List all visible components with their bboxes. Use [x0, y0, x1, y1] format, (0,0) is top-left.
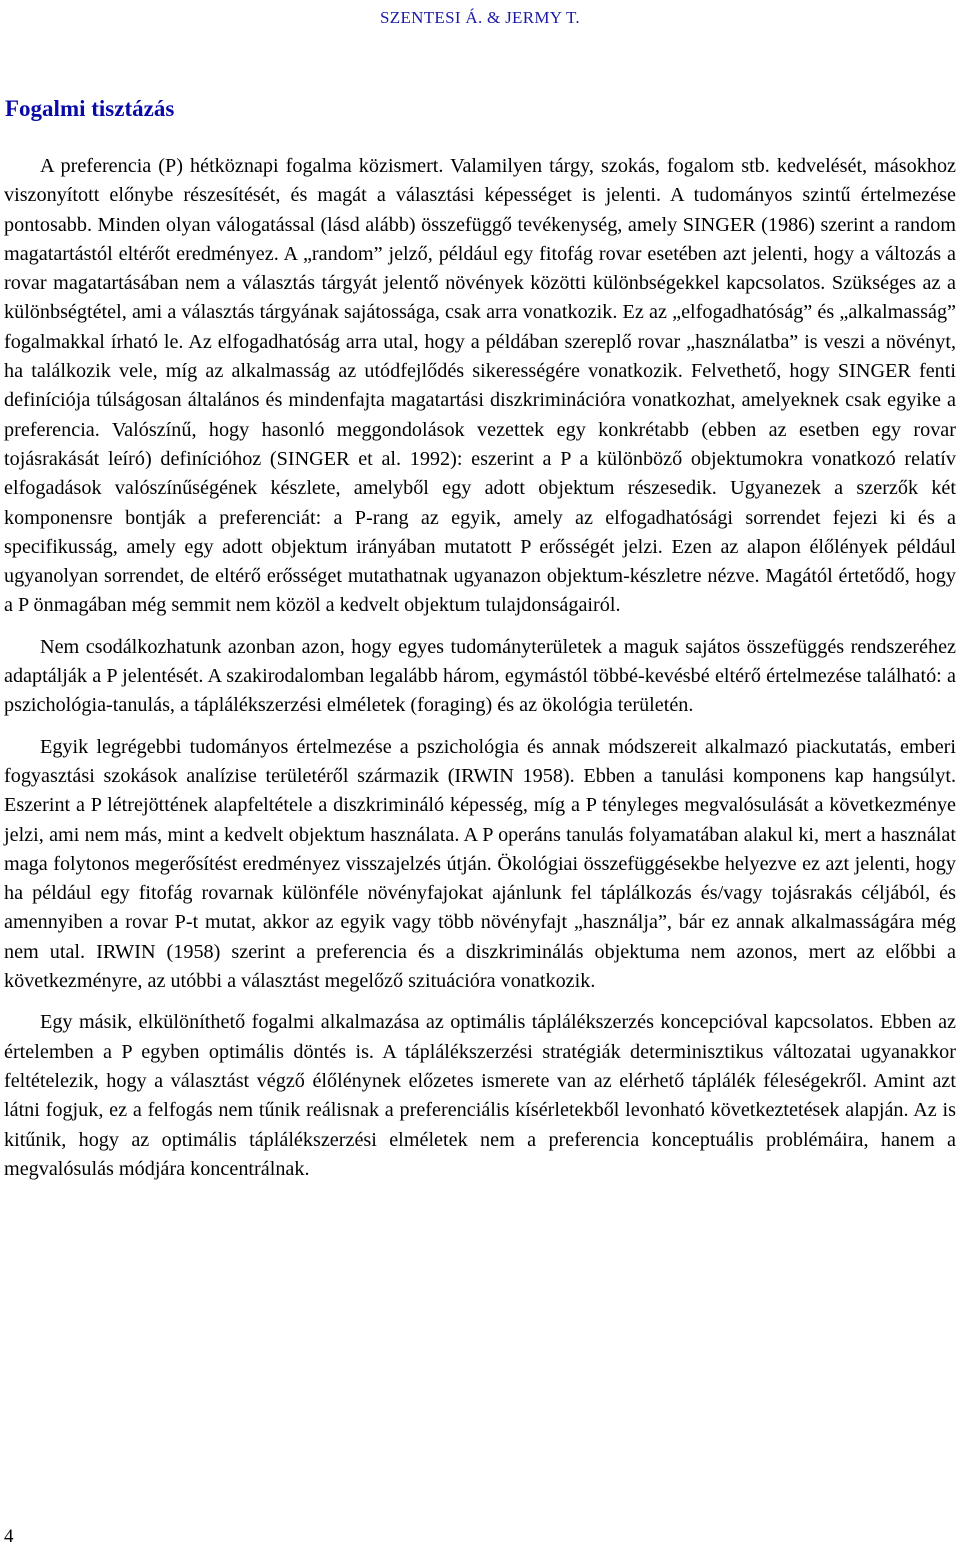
- paragraph: Egyik legrégebbi tudományos értelmezése a pszichológia és annak módszereit alkalmazó piackutatás, emberi fogyasztási szokások analízise területéről származik (IRWIN 1958). Ebben a tanulási komponens kap hangsúlyt. Eszerint a P létrejöttének alapfeltétele a diszkrimináló képesség, míg a P tényleges megvalósulását a következménye jelzi, ami nem más, mint a kedvelt objektum használata. A P operáns tanulás folyamatában alakul ki, mert a használat maga folytonos megerősítést eredményez visszajelzés útján. Ökológiai összefüggésekbe helyezve ez azt jelenti, hogy ha például egy fitofág rovarnak különféle növényfajokat ajánlunk fel táplálkozás és/vagy tojásrakás céljából, és amennyiben a rovar P-t mutat, akkor az egyik vagy több növényfajt „használja”, bár ez annak alkalmasságára még nem utal. IRWIN (1958) szerint a preferencia és a diszkriminálás objektuma nem azonos, mert az előbbi a következményre, az utóbbi a választást megelőző szituációra vonatkozik.: [4, 735, 956, 993]
- paragraph: A preferencia (P) hétköznapi fogalma közismert. Valamilyen tárgy, szokás, fogalom stb. kedvelését, másokhoz viszonyított előnybe részesítését, és magát a választási képességet is jelenti. A tudományos szintű értelmezése pontosabb. Minden olyan válogatással (lásd alább) összefüggő tevékenység, amely SINGER (1986) szerint a random magatartástól eltérőt eredményez. A „random” jelző, például egy fitofág rovar esetében azt jelenti, hogy a változás a rovar magatartásában nem a választás tárgyát jelentő növények közötti különbségekkel kapcsolatos. Szükséges az a különbségtétel, ami a választás tárgyának sajátossága, csak arra vonatkozik. Ez az „elfogadhatóság” és „alkalmasság” fogalmakkal írható le. Az elfogadhatóság arra utal, hogy a példában szereplő rovar „használatba” is veszi a növényt, ha találkozik vele, míg az alkalmasság az utódfejlődés sikerességére vonatkozik. Felvethető, hogy SINGER fenti definíciója túlságosan általános és mindenfajta magatartási diszkriminációra vonatkozhat, amelyeknek csak egyike a preferencia. Valószínű, hogy hasonló meggondolások vezettek egy konkrétabb (ebben az esetben egy rovar tojásrakását leíró) definícióhoz (SINGER et al. 1992): eszerint a P a különböző objektumokra vonatkozó relatív elfogadások valószínűségének készlete, amelyből egy adott objektum részesedik. Ugyanezek a szerzők két komponensre bontják a preferenciát: a P-rang az egyik, amely az elfogadhatósági sorrendet fejezi ki és a specifikusság, amely egy adott objektum irányában mutatott P erősségét jelzi. Ezen az alapon élőlények például ugyanolyan sorrendet, de eltérő erősséget mutathatnak ugyanazon objektum-készletre nézve. Magától értetődő, hogy a P önmagában még semmit nem közöl a kedvelt objektum tulajdonságairól.: [4, 155, 956, 617]
- running-head: SZENTESI Á. & JERMY T.: [380, 8, 580, 27]
- section-title: Fogalmi tisztázás: [5, 96, 175, 121]
- paragraph: Egy másik, elkülöníthető fogalmi alkalmazása az optimális táplálékszerzés koncepcióval kapcsolatos. Ebben az értelemben a P egyben optimális döntés is. A táplálékszerzési stratégiák determinisztikus változatai ugyanakkor feltételezik, hogy a választást végző élőlénynek előzetes ismerete van az elérhető táplálék féleségekről. Amint azt látni fogjuk, ez a felfogás nem tűnik reálisnak a preferenciális kísérletekből levonható következtetések alapján. Az is kitűnik, hogy az optimális táplálékszerzési elméletek nem a preferencia konceptuális problémáira, hanem a megvalósulás módjára koncentrálnak.: [4, 1011, 956, 1180]
- paragraph: Nem csodálkozhatunk azonban azon, hogy egyes tudományterületek a maguk sajátos összefüggés rendszeréhez adaptálják a P jelentését. A szakirodalomban legalább három, egymástól többé-kevésbé eltérő értelmezése található: a pszichológia-tanulás, a táplálékszerzési elméletek (foraging) és az ökológia területén.: [4, 635, 956, 717]
- body-text: [4, 152, 956, 1184]
- page-number: 4: [4, 1526, 14, 1547]
